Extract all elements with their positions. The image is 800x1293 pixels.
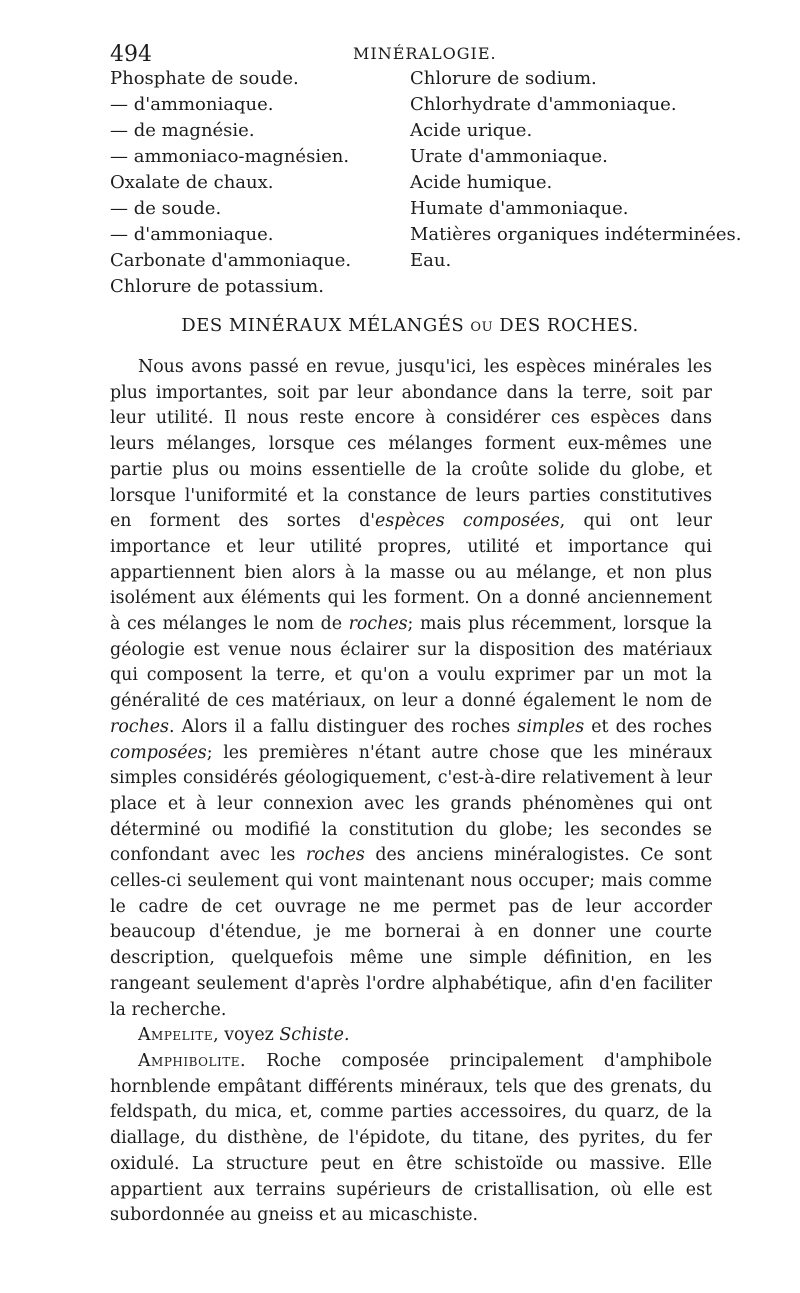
section-title-ou: OU (470, 320, 494, 335)
italic-term: composées (110, 742, 207, 763)
list-item: Chlorure de potassium. (110, 276, 324, 297)
list-item: — de magnésie. (110, 120, 255, 141)
list-item: Urate d'ammoniaque. (410, 146, 608, 167)
italic-term: roches (348, 614, 408, 635)
text-run: , qui ont leur importance et leur utilité propres, utilité et importance qui appartiennent bien alors à la masse ou au mélange, et non plus isolément aux éléments qui les forment. On a donné anciennement à ces mélanges le nom de (110, 511, 712, 635)
section-title-part1: DES MINÉRAUX MÉLANGÉS (181, 315, 465, 336)
italic-term: roches (305, 845, 365, 866)
right-compound-list (410, 66, 742, 274)
list-item: Acide urique. (410, 120, 533, 141)
list-item: Matières organiques indéterminées. (410, 224, 742, 245)
body-text (110, 355, 712, 1229)
text-run: Nous avons passé en revue, jusqu'ici, les espèces minérales les plus importantes, soit par leur abondance dans la terre, soit par leur utilité. Il nous reste encore à considérer ces espèces dans leurs mélanges, lorsque ces mélanges forment eux-mêmes une partie plus ou moins essentielle de la croûte solide du globe, et lorsque l'uniformité et la constance de leurs parties constitutives en forment des sortes d' (110, 357, 712, 532)
list-item: Humate d'ammoniaque. (410, 198, 629, 219)
section-title (110, 315, 710, 336)
running-title: MINÉRALOGIE. (353, 44, 497, 63)
list-item: Carbonate d'ammoniaque. (110, 250, 352, 271)
list-item: Acide humique. (410, 172, 553, 193)
list-item: — d'ammoniaque. (110, 224, 274, 245)
section-title-part2: DES ROCHES. (499, 315, 639, 336)
list-item: Oxalate de chaux. (110, 172, 274, 193)
text-run: des anciens minéralogistes. Ce sont celles-ci seulement qui vont maintenant nous occuper; mais comme le cadre de cet ouvrage ne me permet pas de leur accorder beaucoup d'étendue, je me bornerai à en donner une courte description, quelquefois même une simple définition, en les rangeant seulement d'après l'ordre alphabétique, afin d'en faciliter la recherche. (110, 845, 712, 1020)
entry-term: Amphibolite. (138, 1050, 247, 1071)
text-run: Roche composée principalement d'amphibole hornblende empâtant différents minéraux, tels que des grenats, du feldspath, du mica, et, comme parties accessoires, du quarz, de la diallage, du disthène, de l'épidote, du titane, des pyrites, du fer oxidulé. La structure peut en être schistoïde ou massive. Elle appartient aux terrains supérieurs de cristallisation, où elle est subordonnée au gneiss et au micaschiste. (110, 1050, 712, 1226)
cross-reference: Schiste. (279, 1025, 350, 1046)
entry-amphibolite (110, 1049, 712, 1229)
list-item: Phosphate de soude. (110, 68, 299, 89)
page-number: 494 (110, 42, 152, 67)
list-item: Chlorure de sodium. (410, 68, 597, 89)
text-run: ; mais plus récemment, lorsque la géologie est venue nous éclairer sur la disposition des matériaux qui composent la terre, et qu'on a voulu exprimer par un mot la généralité de ces matériaux, on leur a donné également le nom de (110, 614, 712, 712)
left-compound-list (110, 66, 351, 300)
text-run: ; les premières n'étant autre chose que les minéraux simples considérés géologiquement, c'est-à-dire relativement à leur place et à leur connexion avec les grands phénomènes qui ont déterminé ou modifié la constitution du globe; les secondes se confondant avec les (110, 742, 712, 866)
italic-term: espèces composées (375, 511, 560, 532)
list-item: Eau. (410, 250, 452, 271)
text-run: , voyez (213, 1025, 280, 1046)
intro-paragraph (110, 355, 712, 1023)
text-run: et des roches (584, 716, 712, 737)
list-item: Chlorhydrate d'ammoniaque. (410, 94, 677, 115)
italic-term: roches (110, 716, 169, 737)
list-item: — d'ammoniaque. (110, 94, 274, 115)
list-item: — de soude. (110, 198, 222, 219)
text-run: . Alors il a fallu distinguer des roches (168, 716, 518, 737)
entry-term: Ampelite (138, 1025, 214, 1046)
entry-ampelite (110, 1023, 712, 1049)
list-item: — ammoniaco-magnésien. (110, 146, 350, 167)
italic-term: simples (517, 716, 585, 737)
